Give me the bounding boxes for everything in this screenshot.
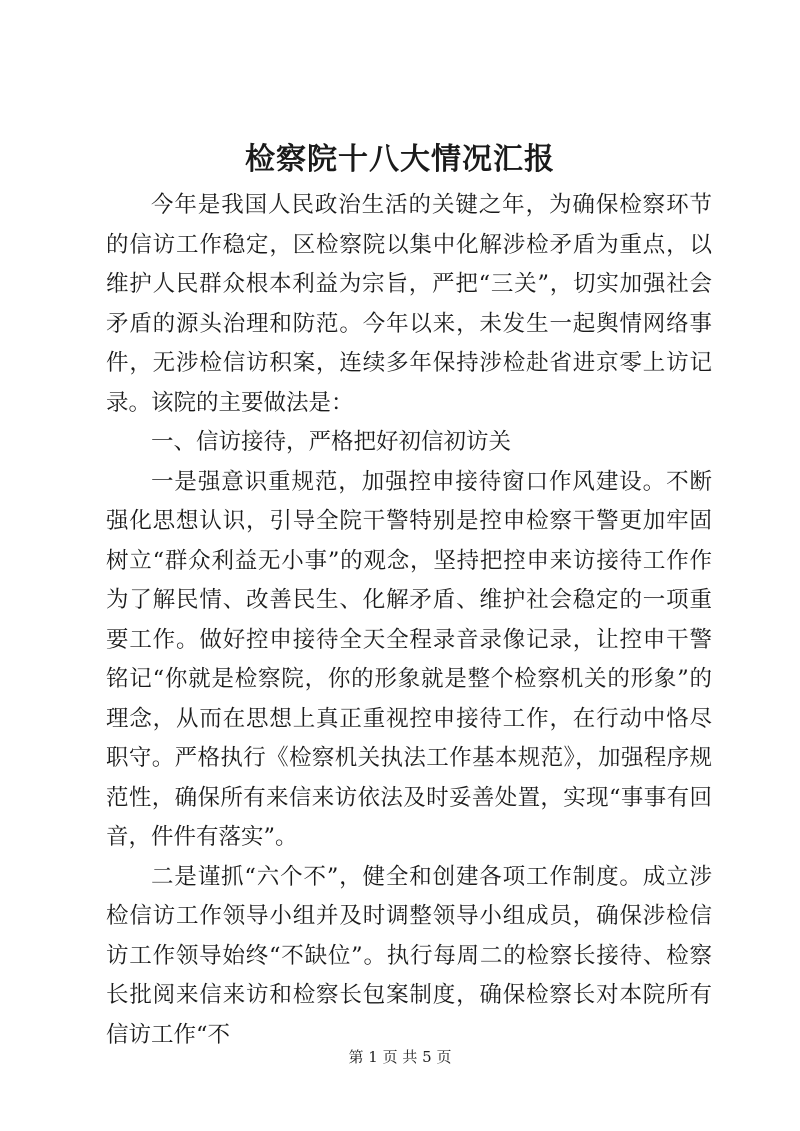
page-number: 第 1 页 共 5 页 (348, 1048, 452, 1066)
document-body (106, 186, 712, 1055)
document-title: 检察院十八大情况汇报 (245, 142, 555, 177)
section-heading: 一、信访接待，严格把好初信初访关 (151, 429, 512, 455)
paragraph-point-one: 一是强意识重规范，加强控申接待窗口作风建设。不断强化思想认识，引导全院干警特别是控申检察干警更加牢固树立“群众利益无小事”的观念，坚持把控申来访接待工作作为了解民情、改善民生、化解矛盾、维护社会稳定的一项重要工作。做好控申接待全天全程录音录像记录，让控申干警铭记“你就是检察院，你的形象就是整个检察机关的形象”的理念，从而在思想上真正重视控申接待工作，在行动中恪尽职守。严格执行《检察机关执法工作基本规范》，加强程序规范性，确保所有来信来访依法及时妥善处置，实现“事事有回音，件件有落实”。 (106, 468, 712, 850)
paragraph-intro: 今年是我国人民政治生活的关键之年，为确保检察环节的信访工作稳定，区检察院以集中化解涉检矛盾为重点，以维护人民群众根本利益为宗旨，严把“三关”，切实加强社会矛盾的源头治理和防范。今年以来，未发生一起舆情网络事件，无涉检信访积案，连续多年保持涉检赴省进京零上访记录。该院的主要做法是： (106, 192, 712, 416)
paragraph-point-two: 二是谨抓“六个不”，健全和创建各项工作制度。成立涉检信访工作领导小组并及时调整领导小组成员，确保涉检信访工作领导始终“不缺位”。执行每周二的检察长接待、检察长批阅来信来访和检察长包案制度，确保检察长对本院所有信访工作“不 (106, 863, 712, 1048)
